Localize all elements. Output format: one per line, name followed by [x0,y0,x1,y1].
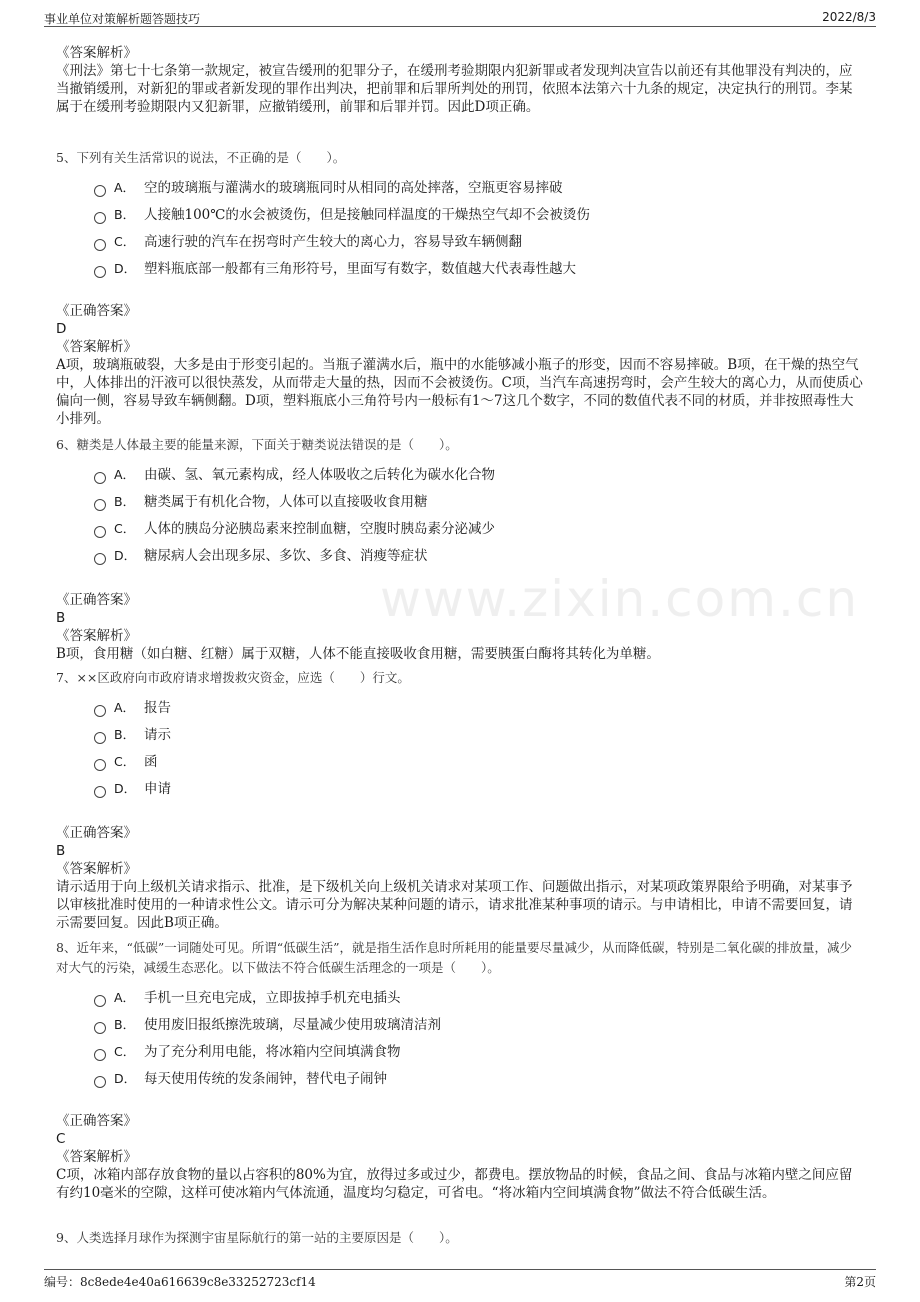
option-text: 使用废旧报纸擦洗玻璃，尽量减少使用玻璃清洁剂 [144,1016,441,1033]
radio-icon[interactable] [94,185,106,197]
option-d[interactable] [94,1065,864,1092]
page-header [44,10,876,27]
answer-value: B [56,843,66,859]
option-letter: A． [114,466,136,482]
page-number: 第2页 [844,1275,876,1289]
question-stem: 9、人类选择月球作为探测宇宙星际航行的第一站的主要原因是（ ）。 [56,1230,458,1245]
option-letter: A． [114,179,136,195]
radio-icon[interactable] [94,786,106,798]
option-text: 空的玻璃瓶与灌满水的玻璃瓶同时从相同的高处摔落，空瓶更容易摔破 [144,179,563,196]
radio-icon[interactable] [94,212,106,224]
option-letter: D． [114,260,137,276]
option-text: 人体的胰岛分泌胰岛素来控制血糖，空腹时胰岛素分泌减少 [144,520,495,537]
analysis-label: 《答案解析》 [56,1149,137,1165]
option-c[interactable] [94,515,864,542]
analysis-text: 请示适用于向上级机关请求指示、批准，是下级机关向上级机关请求对某项工作、问题做出指示，对某项政策界限给予明确，对某事予以审核批准时使用的一种请求性公文。请示可分为解决某种问题的请示，请求批准某种事项的请示。与申请相比，申请不需要回复，请示需要回复。因此B项正确。 [56,879,853,931]
option-a[interactable] [94,461,864,488]
option-letter: B． [114,726,136,742]
option-d[interactable] [94,255,864,282]
option-letter: C． [114,233,136,249]
option-letter: B． [114,1016,136,1032]
answer-label: 《正确答案》 [56,1113,137,1129]
radio-icon[interactable] [94,705,106,717]
option-a[interactable] [94,174,864,201]
radio-icon[interactable] [94,266,106,278]
question-stem: 8、近年来，“低碳”一词随处可见。所谓“低碳生活”，就是指生活作息时所耗用的能量要尽量减少，从而降低碳，特别是二氧化碳的排放量，减少对大气的污染，减缓生态恶化。以下做法不符合低碳生活理念的一项是（ ）。 [56,940,853,975]
option-letter: D． [114,547,137,563]
option-a[interactable] [94,694,864,721]
option-letter: D． [114,1070,137,1086]
answer-value: B [56,610,66,626]
analysis-text: B项，食用糖（如白糖、红糖）属于双糖，人体不能直接吸收食用糖，需要胰蛋白酶将其转化为单糖。 [56,646,660,662]
option-c[interactable] [94,1038,864,1065]
option-c[interactable] [94,228,864,255]
radio-icon[interactable] [94,1076,106,1088]
option-text: 由碳、氢、氧元素构成，经人体吸收之后转化为碳水化合物 [144,466,495,483]
answer-value: D [56,321,67,337]
option-list [94,461,864,569]
radio-icon[interactable] [94,553,106,565]
option-b[interactable] [94,721,864,748]
question-8 [56,938,864,1202]
option-a[interactable] [94,984,864,1011]
radio-icon[interactable] [94,239,106,251]
option-letter: B． [114,493,136,509]
doc-code: 编号：8c8ede4e40a616639c8e33252723cf14 [44,1275,316,1289]
option-list [94,984,864,1092]
option-text: 报告 [144,699,171,716]
doc-title: 事业单位对策解析题答题技巧 [44,12,201,26]
option-c[interactable] [94,748,864,775]
option-letter: C． [114,753,136,769]
option-letter: B． [114,206,136,222]
option-letter: C． [114,520,136,536]
option-text: 为了充分利用电能，将冰箱内空间填满食物 [144,1043,401,1060]
radio-icon[interactable] [94,1049,106,1061]
option-letter: C． [114,1043,136,1059]
option-text: 糖类属于有机化合物，人体可以直接吸收食用糖 [144,493,428,510]
option-letter: D． [114,780,137,796]
radio-icon[interactable] [94,732,106,744]
analysis-label: 《答案解析》 [56,339,137,355]
option-list [94,174,864,282]
option-text: 人接触100℃的水会被烫伤，但是接触同样温度的干燥热空气却不会被烫伤 [144,206,590,223]
analysis-text: A项，玻璃瓶破裂，大多是由于形变引起的。当瓶子灌满水后，瓶中的水能够减小瓶子的形变，因而不容易摔破。B项，在干燥的热空气中，人体排出的汗液可以很快蒸发，从而带走大量的热，因而不会被烫伤。C项，当汽车高速拐弯时，会产生较大的离心力，从而使质心偏向一侧，容易导致车辆侧翻。D项，塑料瓶底小三角符号内一般标有1～7这几个数字，不同的数值代表不同的材质，并非按照毒性大小排列。 [56,357,863,427]
option-letter: A． [114,989,136,1005]
radio-icon[interactable] [94,995,106,1007]
option-text: 请示 [144,726,171,743]
radio-icon[interactable] [94,472,106,484]
question-5 [56,148,864,428]
option-letter: A． [114,699,136,715]
analysis-label: 《答案解析》 [56,628,137,644]
radio-icon[interactable] [94,1022,106,1034]
answer-label: 《正确答案》 [56,303,137,319]
question-stem: 7、××区政府向市政府请求增拨救灾资金，应选（ ）行文。 [56,670,410,685]
radio-icon[interactable] [94,759,106,771]
option-b[interactable] [94,488,864,515]
option-text: 高速行驶的汽车在拐弯时产生较大的离心力，容易导致车辆侧翻 [144,233,522,250]
intro-section [56,44,864,116]
option-text: 函 [144,753,158,770]
question-7 [56,668,864,932]
option-list [94,694,864,802]
radio-icon[interactable] [94,526,106,538]
option-text: 塑料瓶底部一般都有三角形符号，里面写有数字，数值越大代表毒性越大 [144,260,576,277]
question-9 [56,1228,864,1248]
option-b[interactable] [94,201,864,228]
option-text: 糖尿病人会出现多尿、多饮、多食、消瘦等症状 [144,547,428,564]
radio-icon[interactable] [94,499,106,511]
watermark: www.zixin.com.cn [380,570,860,628]
analysis-label: 《答案解析》 [56,861,137,877]
doc-date: 2022/8/3 [822,10,876,24]
option-text: 每天使用传统的发条闹钟，替代电子闹钟 [144,1070,387,1087]
question-stem: 5、下列有关生活常识的说法，不正确的是（ ）。 [56,150,346,165]
analysis-label: 《答案解析》 [56,45,137,61]
question-6 [56,435,864,663]
option-d[interactable] [94,542,864,569]
option-b[interactable] [94,1011,864,1038]
option-d[interactable] [94,775,864,802]
analysis-text: C项，冰箱内部存放食物的量以占容积的80%为宜，放得过多或过少，都费电。摆放物品的时候，食品之间、食品与冰箱内壁之间应留有约10毫米的空隙，这样可使冰箱内气体流通，温度均匀稳定，可省电。“将冰箱内空间填满食物”做法不符合低碳生活。 [56,1167,853,1201]
answer-value: C [56,1131,66,1147]
answer-label: 《正确答案》 [56,825,137,841]
question-stem: 6、糖类是人体最主要的能量来源，下面关于糖类说法错误的是（ ）。 [56,437,458,452]
answer-label: 《正确答案》 [56,592,137,608]
option-text: 手机一旦充电完成，立即拔掉手机充电插头 [144,989,401,1006]
option-text: 申请 [144,780,171,797]
page-footer [44,1269,876,1288]
analysis-text: 《刑法》第七十七条第一款规定，被宣告缓刑的犯罪分子，在缓刑考验期限内犯新罪或者发现判决宣告以前还有其他罪没有判决的，应当撤销缓刑，对新犯的罪或者新发现的罪作出判决，把前罪和后罪所判处的刑罚，依照本法第六十九条的规定，决定执行的刑罚。李某属于在缓刑考验期限内又犯新罪，应撤销缓刑，前罪和后罪并罚。因此D项正确。 [56,63,853,115]
